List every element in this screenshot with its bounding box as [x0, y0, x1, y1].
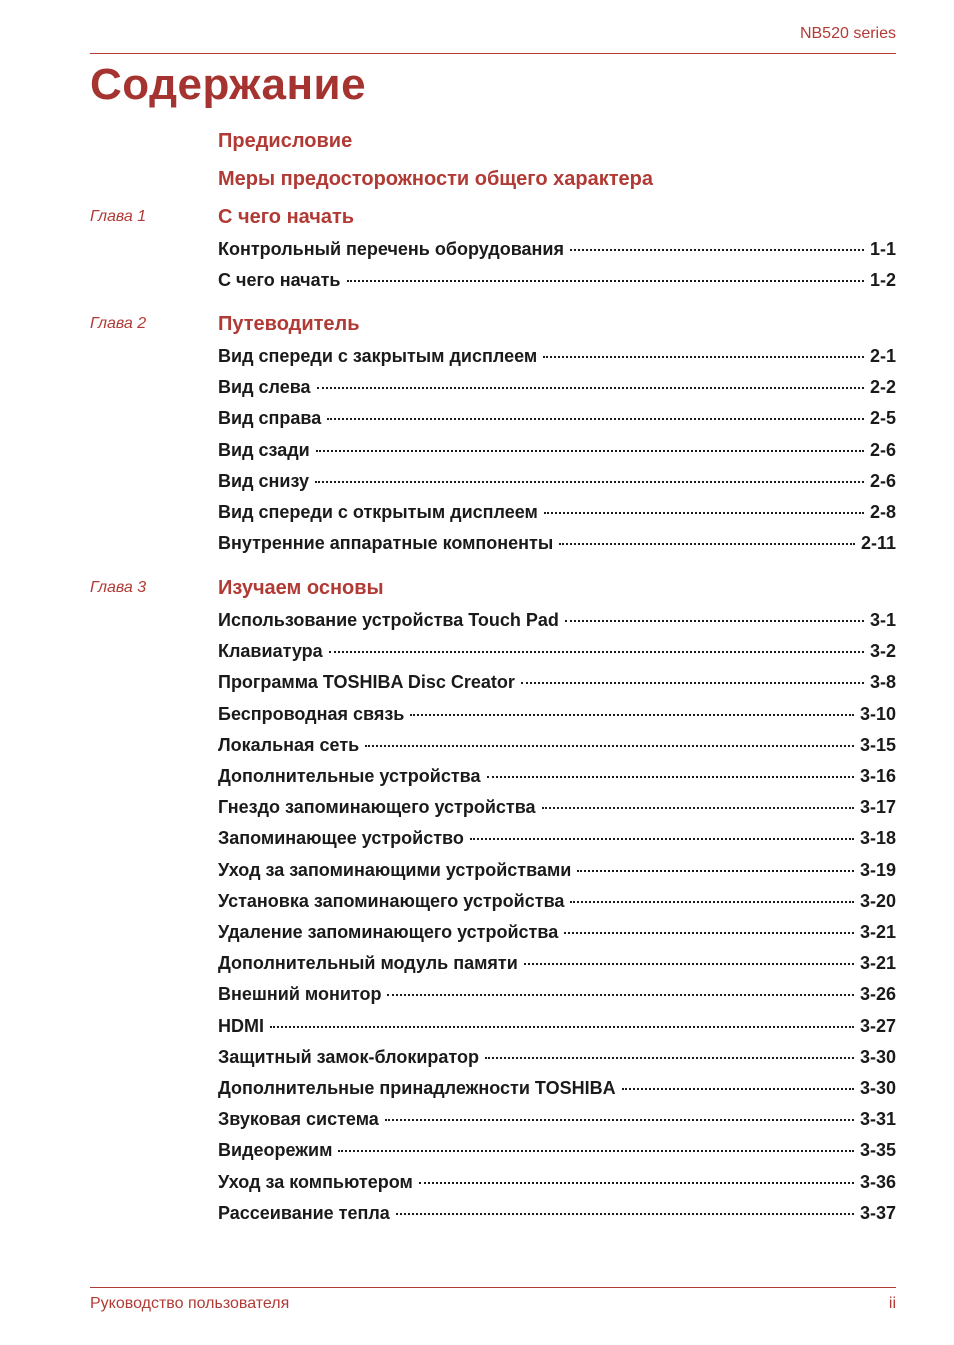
toc-entry-title: Видеорежим [218, 1140, 333, 1160]
footer-page-number: ii [888, 1295, 896, 1312]
toc-entry-page: 3-1 [869, 610, 896, 630]
toc-entry[interactable] [218, 408, 896, 429]
toc-entry-title: Уход за компьютером [218, 1172, 413, 1192]
dot-leader [521, 682, 864, 684]
dot-leader [485, 1057, 854, 1059]
toc-entry-title: Уход за запоминающими устройствами [218, 860, 572, 880]
toc-entry-page: 2-5 [869, 408, 896, 428]
dot-leader [544, 512, 864, 514]
dot-leader [327, 418, 864, 420]
toc-entry-title: Удаление запоминающего устройства [218, 922, 559, 942]
toc-entry-title: Беспроводная связь [218, 704, 405, 724]
toc-entry[interactable] [218, 270, 896, 291]
toc-entry[interactable] [218, 502, 896, 523]
dot-leader [577, 870, 854, 872]
toc-entry-title: Клавиатура [218, 641, 323, 661]
toc-entry-title: Звуковая система [218, 1109, 379, 1129]
dot-leader [570, 249, 864, 251]
top-divider [90, 53, 896, 54]
dot-leader [622, 1088, 854, 1090]
toc-entry-title: Дополнительные устройства [218, 766, 481, 786]
toc-entry-page: 3-37 [859, 1203, 896, 1223]
toc-entry-page: 3-31 [859, 1109, 896, 1129]
dot-leader [543, 356, 864, 358]
toc-entry[interactable] [218, 1078, 896, 1099]
footer-manual-title: Руководство пользователя [90, 1295, 290, 1312]
dot-leader [419, 1182, 854, 1184]
toc-entry-page: 3-20 [859, 891, 896, 911]
toc-entry-page: 3-19 [859, 860, 896, 880]
dot-leader [347, 280, 864, 282]
toc-entry-title: Вид сзади [218, 440, 310, 460]
toc-entry[interactable] [218, 1016, 896, 1037]
toc-entry[interactable] [218, 766, 896, 787]
toc-entry-page: 3-21 [859, 922, 896, 942]
toc-entry-page: 1-1 [869, 239, 896, 259]
toc-entry-title: Контрольный перечень оборудования [218, 239, 564, 259]
toc-entry-page: 3-27 [859, 1016, 896, 1036]
dot-leader [365, 745, 854, 747]
toc-entry-page: 3-30 [859, 1078, 896, 1098]
toc-entry-page: 2-6 [869, 471, 896, 491]
chapter-label: Глава 2 [90, 315, 147, 332]
toc-entry[interactable] [218, 1203, 896, 1224]
toc-entry[interactable] [218, 239, 896, 260]
toc-entry-page: 3-15 [859, 735, 896, 755]
toc-entry[interactable] [218, 440, 896, 461]
toc-entry-page: 2-2 [869, 377, 896, 397]
toc-entry[interactable] [218, 953, 896, 974]
toc-entry[interactable] [218, 735, 896, 756]
toc-entry-page: 3-30 [859, 1047, 896, 1067]
toc-entry[interactable] [218, 1140, 896, 1161]
bottom-divider [90, 1287, 896, 1288]
toc-entry-title: Вид слева [218, 377, 311, 397]
toc-entry-page: 3-36 [859, 1172, 896, 1192]
toc-entry[interactable] [218, 828, 896, 849]
header-series: NB520 series [799, 25, 896, 42]
dot-leader [317, 387, 864, 389]
page-title: Содержание [90, 60, 367, 109]
dot-leader [487, 776, 854, 778]
chapter-heading[interactable]: С чего начать [218, 206, 355, 228]
toc-entry[interactable] [218, 891, 896, 912]
toc-entry-title: Дополнительный модуль памяти [218, 953, 518, 973]
dot-leader [338, 1150, 854, 1152]
dot-leader [470, 838, 854, 840]
toc-entry-page: 3-16 [859, 766, 896, 786]
toc-entry-title: Вид справа [218, 408, 322, 428]
toc-entry-page: 3-8 [869, 672, 896, 692]
dot-leader [270, 1026, 854, 1028]
toc-entry-title: Внешний монитор [218, 984, 382, 1004]
dot-leader [542, 807, 854, 809]
dot-leader [316, 450, 864, 452]
chapter-label: Глава 3 [90, 579, 147, 596]
toc-entry-title: Вид снизу [218, 471, 309, 491]
chapter-label: Глава 1 [90, 208, 147, 225]
dot-leader [564, 932, 854, 934]
toc-entry-title: Вид спереди с закрытым дисплеем [218, 346, 538, 366]
toc-entry-page: 3-17 [859, 797, 896, 817]
chapter-heading[interactable]: Путеводитель [218, 313, 360, 335]
dot-leader [396, 1213, 854, 1215]
toc-entry-title: Внутренние аппаратные компоненты [218, 533, 554, 553]
dot-leader [329, 651, 864, 653]
toc-entry[interactable] [218, 1172, 896, 1193]
toc-entry[interactable] [218, 922, 896, 943]
toc-entry-title: HDMI [218, 1016, 264, 1036]
toc-entry-title: С чего начать [218, 270, 341, 290]
toc-entry-page: 1-2 [869, 270, 896, 290]
toc-entry-page: 3-10 [859, 704, 896, 724]
dot-leader [315, 481, 864, 483]
toc-entry[interactable] [218, 984, 896, 1005]
toc-entry-page: 3-18 [859, 828, 896, 848]
toc-entry-title: Вид спереди с открытым дисплеем [218, 502, 538, 522]
toc-entry[interactable] [218, 377, 896, 398]
chapter-heading[interactable]: Изучаем основы [218, 577, 384, 599]
toc-entry-title: Использование устройства Touch Pad [218, 610, 559, 630]
toc-entry-page: 3-21 [859, 953, 896, 973]
dot-leader [570, 901, 854, 903]
toc-entry[interactable] [218, 704, 896, 725]
toc-entry[interactable] [218, 610, 896, 631]
dot-leader [559, 543, 855, 545]
toc-entry[interactable] [218, 1047, 896, 1068]
toc-entry-page: 2-11 [860, 533, 896, 553]
toc-entry-title: Установка запоминающего устройства [218, 891, 565, 911]
toc-entry[interactable] [218, 471, 896, 492]
toc-entry-title: Рассеивание тепла [218, 1203, 390, 1223]
toc-entry[interactable] [218, 346, 896, 367]
toc-entry-page: 3-26 [859, 984, 896, 1004]
dot-leader [385, 1119, 854, 1121]
dot-leader [387, 994, 854, 996]
toc-entry-title: Дополнительные принадлежности TOSHIBA [218, 1078, 616, 1098]
toc-entry-title: Защитный замок-блокиратор [218, 1047, 479, 1067]
toc-entry-page: 3-2 [869, 641, 896, 661]
toc-entry[interactable] [218, 641, 896, 662]
dot-leader [565, 620, 864, 622]
front-matter-heading[interactable]: Меры предосторожности общего характера [218, 168, 653, 190]
toc-entry-title: Программа TOSHIBA Disc Creator [218, 672, 515, 692]
toc-entry[interactable] [218, 860, 896, 881]
toc-entry[interactable] [218, 672, 896, 693]
front-matter-heading[interactable]: Предисловие [218, 130, 353, 152]
toc-entry-title: Локальная сеть [218, 735, 360, 755]
toc-entry-page: 3-35 [859, 1140, 896, 1160]
toc-entry[interactable] [218, 797, 896, 818]
toc-entry-title: Гнездо запоминающего устройства [218, 797, 536, 817]
toc-entry-title: Запоминающее устройство [218, 828, 464, 848]
dot-leader [410, 714, 854, 716]
toc-entry-page: 2-1 [869, 346, 896, 366]
toc-entry[interactable] [218, 533, 896, 554]
toc-entry[interactable] [218, 1109, 896, 1130]
dot-leader [524, 963, 854, 965]
toc-entry-page: 2-8 [869, 502, 896, 522]
toc-entry-page: 2-6 [869, 440, 896, 460]
